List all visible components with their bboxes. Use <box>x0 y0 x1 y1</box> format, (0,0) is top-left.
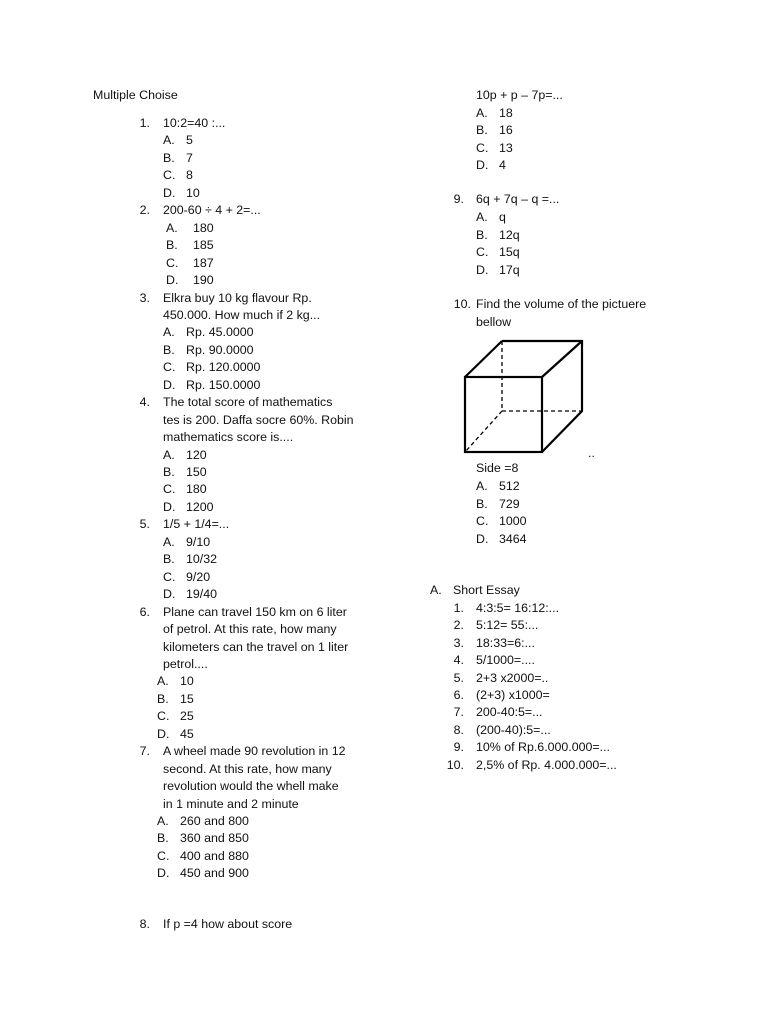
q2-option-d: 190 <box>193 273 214 288</box>
q8-text-line2: 10p + p – 7p=... <box>476 88 563 102</box>
essay-item-number: 8. <box>453 722 464 737</box>
q3-option-letter: A. <box>163 325 175 340</box>
q2-option-letter: B. <box>166 238 178 253</box>
q10-side-label: Side =8 <box>476 461 519 475</box>
q6-option-letter: C. <box>157 709 170 724</box>
q7-text-line2: second. At this rate, how many <box>163 761 332 776</box>
q8-option-letter: D. <box>476 158 489 172</box>
q10-option-b: 729 <box>499 496 520 511</box>
q1-option-letter: D. <box>163 185 176 200</box>
q10-option-d: 3464 <box>499 531 527 546</box>
essay-item-number: 5. <box>453 670 464 685</box>
q4-option-d: 1200 <box>186 499 214 514</box>
q10-option-a: 512 <box>499 479 520 493</box>
q7-option-d: 450 and 900 <box>180 866 249 881</box>
essay-item-number: 10. <box>446 757 464 772</box>
essay-item-1: 4:3:5= 16:12:... <box>476 601 560 615</box>
q4-text-line1: The total score of mathematics <box>163 395 333 410</box>
q9-option-letter: D. <box>476 262 489 277</box>
q10-option-c: 1000 <box>499 514 527 528</box>
q8-option-letter: B. <box>476 123 488 137</box>
q3-option-d: Rp. 150.0000 <box>186 377 261 392</box>
cube-top-right-edge <box>542 341 582 377</box>
q5-option-letter: B. <box>163 552 175 567</box>
q4-option-letter: D. <box>163 499 176 514</box>
q1-option-b: 7 <box>186 150 193 165</box>
q9-option-b: 12q <box>499 227 520 242</box>
q7-number: 7. <box>139 744 150 759</box>
q4-option-letter: B. <box>163 465 175 479</box>
q10-option-letter: A. <box>476 479 488 493</box>
q6-option-c: 25 <box>180 709 194 724</box>
essay-item-3: 18:33=6:... <box>476 635 535 650</box>
essay-item-2: 5:12= 55:... <box>476 618 539 633</box>
q6-option-d: 45 <box>180 726 194 741</box>
q4-option-letter: A. <box>163 447 175 462</box>
q5-option-d: 19/40 <box>186 587 218 602</box>
doc-title: Multiple Choise <box>93 88 178 102</box>
q6-text-line4: petrol.... <box>163 656 208 671</box>
essay-item-9: 10% of Rp.6.000.000=... <box>476 740 610 755</box>
q5-option-b: 10/32 <box>186 552 218 567</box>
q9-option-letter: C. <box>476 245 489 259</box>
essay-section-title: Short Essay <box>453 583 520 597</box>
q2-text-line1: 200-60 ÷ 4 + 2=... <box>163 203 261 218</box>
essay-item-number: 4. <box>453 653 464 668</box>
essay-item-number: 3. <box>453 635 464 650</box>
q1-option-letter: C. <box>163 168 176 183</box>
q4-option-c: 180 <box>186 482 207 497</box>
q4-option-a: 120 <box>186 447 207 462</box>
q6-option-letter: B. <box>157 691 169 706</box>
q9-option-d: 17q <box>499 262 520 277</box>
q1-option-c: 8 <box>186 168 193 183</box>
q9-number: 9. <box>453 192 464 206</box>
q8-option-letter: C. <box>476 140 489 155</box>
q1-option-letter: B. <box>163 150 175 165</box>
q1-number: 1. <box>139 116 150 130</box>
q8-option-b: 16 <box>499 123 513 137</box>
q7-option-letter: A. <box>157 814 169 828</box>
q2-option-letter: C. <box>166 255 179 270</box>
essay-item-number: 2. <box>453 618 464 633</box>
q9-option-letter: B. <box>476 227 488 242</box>
q4-text-line3: mathematics score is.... <box>163 430 294 445</box>
q2-option-b: 185 <box>193 238 214 253</box>
q8-number: 8. <box>139 917 150 931</box>
q10-option-letter: C. <box>476 514 489 528</box>
q6-option-letter: D. <box>157 726 170 741</box>
q7-text-line3: revolution would the whell make <box>163 779 339 794</box>
q6-option-letter: A. <box>157 674 169 689</box>
q8-option-a: 18 <box>499 105 513 120</box>
q2-option-c: 187 <box>193 255 214 270</box>
q1-option-d: 10 <box>186 185 200 200</box>
q9-option-letter: A. <box>476 210 488 224</box>
q4-option-letter: C. <box>163 482 176 497</box>
q6-option-b: 15 <box>180 691 194 706</box>
q8-option-letter: A. <box>476 105 488 120</box>
q8-text-line1: If p =4 how about score <box>163 917 293 931</box>
cube-hidden-depth-edge <box>465 411 502 452</box>
q6-number: 6. <box>139 604 150 619</box>
q4-text-line2: tes is 200. Daffa socre 60%. Robin <box>163 412 354 427</box>
q7-text-line1: A wheel made 90 revolution in 12 <box>163 744 346 759</box>
q7-text-line4: in 1 minute and 2 minute <box>163 796 299 811</box>
q7-option-c: 400 and 880 <box>180 848 249 863</box>
q5-option-letter: C. <box>163 569 176 584</box>
cube-front-face <box>465 377 542 452</box>
q9-text: 6q + 7q – q =... <box>476 192 560 206</box>
q4-number: 4. <box>139 395 150 410</box>
essay-section-marker: A. <box>430 583 442 597</box>
q3-text-line2: 450.000. How much if 2 kg... <box>163 307 321 322</box>
q2-option-letter: A. <box>166 220 178 235</box>
q5-option-letter: A. <box>163 534 175 549</box>
q7-option-a: 260 and 800 <box>180 814 249 828</box>
q10-text-line1: Find the volume of the pictuere <box>476 297 647 311</box>
cube-top-left-edge <box>465 341 502 377</box>
q7-option-b: 360 and 850 <box>180 831 249 846</box>
q3-text-line1: Elkra buy 10 kg flavour Rp. <box>163 290 312 305</box>
q5-text-line1: 1/5 + 1/4=... <box>163 517 230 532</box>
essay-item-4: 5/1000=.... <box>476 653 535 668</box>
q1-option-letter: A. <box>163 133 175 148</box>
q3-option-a: Rp. 45.0000 <box>186 325 254 340</box>
q3-option-letter: C. <box>163 360 176 375</box>
q10-option-letter: B. <box>476 496 488 511</box>
q3-option-letter: B. <box>163 342 175 357</box>
q10-option-letter: D. <box>476 531 489 546</box>
q3-number: 3. <box>139 290 150 305</box>
q9-option-a: q <box>499 210 506 224</box>
essay-item-8: (200-40):5=... <box>476 722 551 737</box>
q6-text-line1: Plane can travel 150 km on 6 liter <box>163 604 347 619</box>
essay-item-7: 200-40:5=... <box>476 705 543 720</box>
essay-item-number: 7. <box>453 705 464 720</box>
q3-option-letter: D. <box>163 377 176 392</box>
q8-option-c: 13 <box>499 140 513 155</box>
q5-number: 5. <box>139 517 150 532</box>
q3-option-b: Rp. 90.0000 <box>186 342 254 357</box>
q7-option-letter: C. <box>157 848 170 863</box>
q6-option-a: 10 <box>180 674 194 689</box>
essay-item-number: 9. <box>453 740 464 755</box>
q10-trailing-dots: .. <box>588 446 595 460</box>
q10-number: 10. <box>453 297 471 311</box>
essay-item-6: (2+3) x1000= <box>476 688 550 702</box>
q10-text-line2: bellow <box>476 315 512 329</box>
q6-text-line3: kilometers can the travel on 1 liter <box>163 639 349 654</box>
essay-item-number: 6. <box>453 688 464 702</box>
q2-option-a: 180 <box>193 220 214 235</box>
q8-option-d: 4 <box>499 158 506 172</box>
cube-figure <box>455 334 595 458</box>
q1-option-a: 5 <box>186 133 193 148</box>
q5-option-a: 9/10 <box>186 534 211 549</box>
essay-item-10: 2,5% of Rp. 4.000.000=... <box>476 757 617 772</box>
q4-option-b: 150 <box>186 465 207 479</box>
q1-text-line1: 10:2=40 :... <box>163 116 226 130</box>
q5-option-letter: D. <box>163 587 176 602</box>
q6-text-line2: of petrol. At this rate, how many <box>163 622 337 637</box>
q2-number: 2. <box>139 203 150 218</box>
q2-option-letter: D. <box>166 273 179 288</box>
q5-option-c: 9/20 <box>186 569 211 584</box>
q3-option-c: Rp. 120.0000 <box>186 360 261 375</box>
q9-option-c: 15q <box>499 245 520 259</box>
essay-item-number: 1. <box>453 601 464 615</box>
q7-option-letter: B. <box>157 831 169 846</box>
q7-option-letter: D. <box>157 866 170 881</box>
essay-item-5: 2+3 x2000=.. <box>476 670 549 685</box>
